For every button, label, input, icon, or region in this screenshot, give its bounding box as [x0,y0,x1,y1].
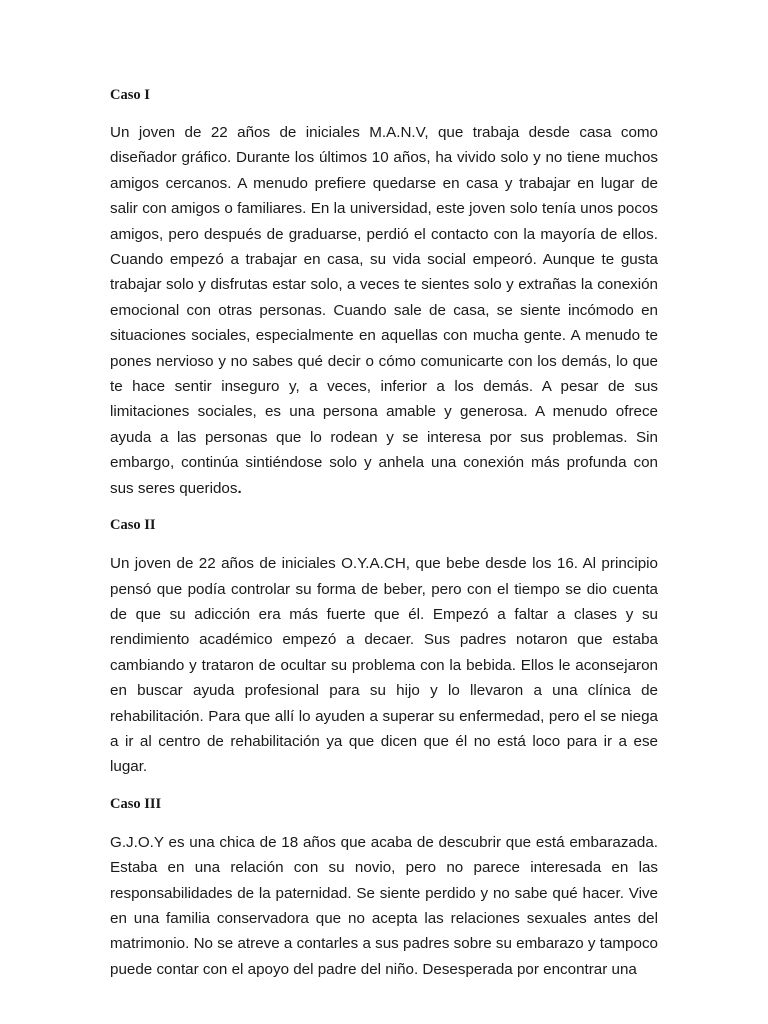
document-page [110,80,658,982]
case-3-body: G.J.O.Y es una chica de 18 años que acaba de descubrir que está embarazada. Estaba en una relación con su novio, pero no parece interesada en las responsabilidades de la paternidad. Se siente perdido y no sabe qué hacer. Vive en una familia conservadora que no acepta las relaciones sexuales antes del matrimonio. No se atreve a contarles a sus padres sobre su embarazo y tampoco puede contar con el apoyo del padre del niño. Desesperada por encontrar una [110,833,658,978]
case-2-body: Un joven de 22 años de iniciales O.Y.A.CH, que bebe desde los 16. Al principio pensó que podía controlar su forma de beber, pero con el tiempo se dio cuenta de que su adicción era más fuerte que él. Empezó a faltar a clases y su rendimiento académico empezó a decaer. Sus padres notaron que estaba cambiando y trataron de ocultar su problema con la bebida. Ellos le aconsejaron en buscar ayuda profesional para su hijo y lo llevaron a una clínica de rehabilitación. Para que allí lo ayuden a superar su enfermedad, pero el se niega a ir al centro de rehabilitación ya que dicen que él no está loco para ir a ese lugar. [110,555,658,776]
case-3-title: Caso III [110,795,162,812]
case-1-title: Caso I [110,87,150,103]
case-1-text: Un joven de 22 años de iniciales M.A.N.V, que trabaja desde casa como diseñador gráfico. Durante los últimos 10 años, ha vivido solo y no tiene muchos amigos cercanos. A menudo prefiere quedarse en casa y trabajar en lugar de salir con amigos o familiares. En la universidad, este joven solo tenía unos pocos amigos, pero después de graduarse, perdió el contacto con la mayoría de ellos. Cuando empezó a trabajar en casa, su vida social empeoró. Aunque te gusta trabajar solo y disfrutas estar solo, a veces te sientes solo y extrañas la conexión emocional con otras personas. Cuando sale de casa, se siente incómodo en situaciones sociales, especialmente en aquellas con mucha gente. A menudo te pones nervioso y no sabes qué decir o cómo comunicarte con los demás, lo que te hace sentir inseguro y, a veces, inferior a los demás. A pesar de sus limitaciones sociales, es una persona amable y generosa. A menudo ofrece ayuda a las personas que lo rodean y se interesa por sus problemas. Sin embargo, continúa sintiéndose solo y anhela una conexión más profunda con sus seres queridos [110,124,658,497]
case-1-body [110,120,658,501]
case-1-end-period: . [237,479,242,497]
case-2-title: Caso II [110,517,156,534]
